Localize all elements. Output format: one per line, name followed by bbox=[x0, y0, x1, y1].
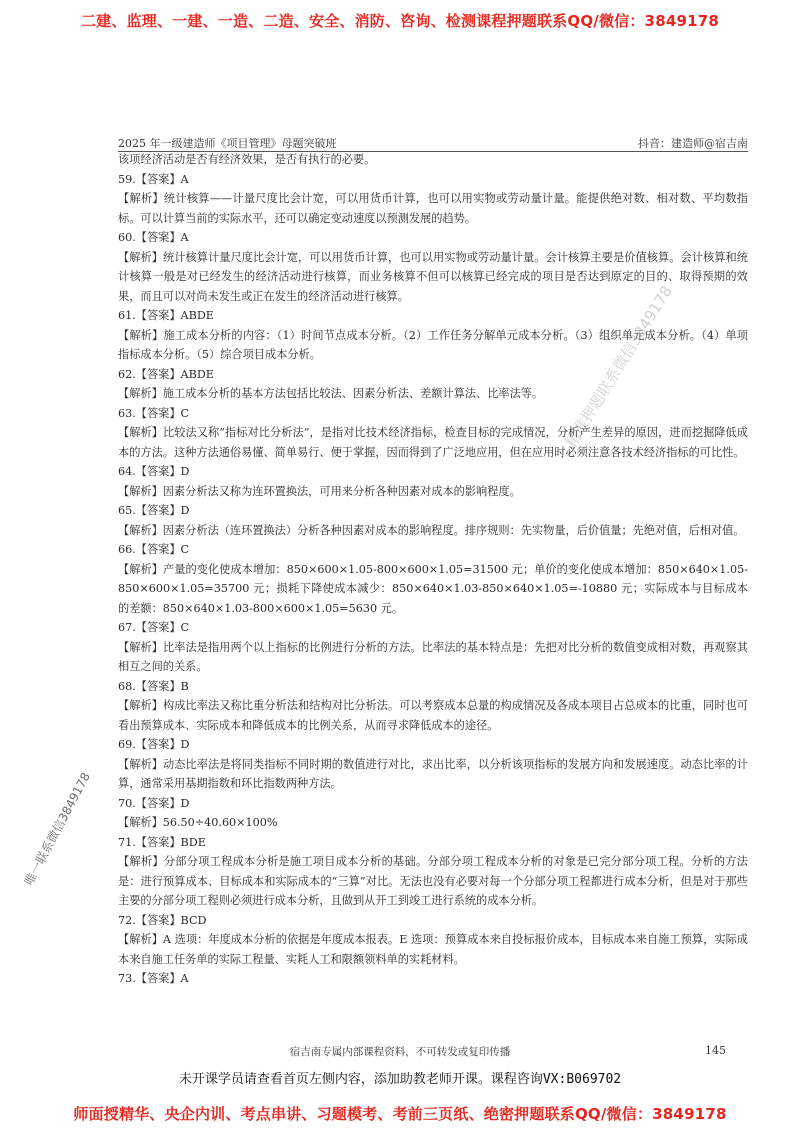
watermark-right: 精准押题联系微信3849178 bbox=[561, 282, 676, 451]
answer-line: 64.【答案】D bbox=[118, 465, 190, 478]
author-handle: 抖音：建造师@宿吉南 bbox=[638, 137, 748, 150]
explanation-line: 【解析】56.50÷40.60×100% bbox=[118, 816, 278, 829]
answer-line: 69.【答案】D bbox=[118, 738, 190, 751]
explanation-line: 【解析】A 选项：年度成本分析的依据是年度成本报表。E 选项：预算成本来自投标报价成本，目标成本来自施工预算，实际成本来自施工任务单的实际工程量、实耗人工和限额领料单的实耗材料。 bbox=[118, 933, 748, 966]
answer-line: 72.【答案】BCD bbox=[118, 913, 207, 927]
answer-line: 59.【答案】A bbox=[118, 172, 189, 186]
course-title: 2025 年一级建造师《项目管理》母题突破班 bbox=[118, 137, 337, 150]
explanation-line: 【解析】产量的变化使成本增加：850×600×1.05-800×600×1.05=31500 元；单价的变化使成本增加：850×640×1.05-850×600×1.05=35700 元；损耗下降使成本减少：850×640×1.03-850×640×1.05=-10880 元；实际成本与目标成本的差额：850×640×1.03-800×600×1.05=5630 元。 bbox=[118, 562, 748, 615]
explanation-line: 【解析】比率法是指用两个以上指标的比例进行分析的方法。比率法的基本特点是：先把对比分析的数值变成相对数，再观察其相互之间的关系。 bbox=[118, 640, 748, 673]
answer-line: 68.【答案】B bbox=[118, 679, 189, 693]
answer-line: 71.【答案】BDE bbox=[118, 835, 206, 849]
answer-line: 66.【答案】C bbox=[118, 543, 190, 556]
watermark-left: 唯一联系微信3849178 bbox=[21, 770, 94, 888]
bottom-banner: 师面授精华、央企内训、考点串讲、习题模考、考前三页纸、绝密押题联系QQ/微信：3849178 bbox=[73, 1105, 727, 1123]
explanation-line: 【解析】因素分析法又称为连环置换法，可用来分析各种因素对成本的影响程度。 bbox=[118, 484, 521, 498]
answer-line: 67.【答案】C bbox=[118, 621, 190, 634]
answer-content bbox=[118, 150, 748, 989]
explanation-line: 【解析】施工成本分析的内容：（1）时间节点成本分析。（2）工作任务分解单元成本分析。（3）组织单元成本分析。（4）单项指标成本分析。（5）综合项目成本分析。 bbox=[118, 328, 748, 361]
page-number: 145 bbox=[705, 1044, 726, 1057]
answer-line: 62.【答案】ABDE bbox=[118, 367, 214, 381]
explanation-line: 【解析】分部分项工程成本分析是施工项目成本分析的基础。分部分项工程成本分析的对象是已完分部分项工程。分析的方法是：进行预算成本、目标成本和实际成本的“三算”对比。无法也没有必要对每一个分部分项工程都进行成本分析，但是对于那些主要的分部分项工程则必须进行成本分析，且做到从开工到竣工进行系统的成本分析。 bbox=[118, 855, 748, 907]
course-contact-line: 未开课学员请查看首页左侧内容，添加助教老师开课。课程咨询VX:B069702 bbox=[178, 1072, 622, 1087]
explanation-line: 【解析】施工成本分析的基本方法包括比较法、因素分析法、差额计算法、比率法等。 bbox=[118, 387, 544, 400]
explanation-line: 【解析】构成比率法又称比重分析法和结构对比分析法。可以考察成本总量的构成情况及各成本项目占总成本的比重，同时也可看出预算成本、实际成本和降低成本的比例关系，从而寻求降低成本的途径。 bbox=[118, 699, 748, 732]
text-line: 该项经济活动是否有经济效果，是否有执行的必要。 bbox=[118, 153, 376, 166]
answer-line: 73.【答案】A bbox=[118, 972, 189, 985]
answer-line: 60.【答案】A bbox=[118, 231, 189, 244]
explanation-line: 【解析】统计核算计量尺度比会计宽，可以用货币计算，也可以用实物或劳动量计量。会计核算主要是价值核算。会计核算和统计核算一般是对已经发生的经济活动进行核算，而业务核算不但可以核算已经完成的项目是否达到原定的目的、取得预期的效果，而且可以对尚未发生或正在发生的经济活动进行核算。 bbox=[118, 250, 748, 303]
explanation-line: 【解析】统计核算——计量尺度比会计宽，可以用货币计算，也可以用实物或劳动量计量。能提供绝对数、相对数、平均数指标。可以计算当前的实际水平，还可以确定变动速度以预测发展的趋势。 bbox=[118, 192, 748, 225]
copyright-note: 宿吉南专属内部课程资料，不可转发或复印传播 bbox=[289, 1046, 511, 1058]
explanation-line: 【解析】因素分析法（连环置换法）分析各种因素对成本的影响程度。排序规则：先实物量，后价值量；先绝对值，后相对值。 bbox=[118, 523, 745, 537]
answer-line: 63.【答案】C bbox=[118, 406, 190, 420]
answer-line: 65.【答案】D bbox=[118, 504, 190, 517]
explanation-line: 【解析】动态比率法是将同类指标不同时期的数值进行对比，求出比率，以分析该项指标的发展方向和发展速度。动态比率的计算，通常采用基期指数和环比指数两种方法。 bbox=[118, 757, 748, 790]
answer-line: 70.【答案】D bbox=[118, 796, 190, 810]
answer-line: 61.【答案】ABDE bbox=[118, 309, 214, 322]
top-banner: 二建、监理、一建、一造、二造、安全、消防、咨询、检测课程押题联系QQ/微信：3849178 bbox=[80, 12, 720, 30]
explanation-line: 【解析】比较法又称“指标对比分析法”，是指对比技术经济指标，检查目标的完成情况，分析产生差异的原因，进而挖掘降低成本的方法。这种方法通俗易懂、简单易行、便于掌握，因而得到了广泛地应用，但在应用时必须注意各技术经济指标的可比性。 bbox=[118, 426, 748, 459]
